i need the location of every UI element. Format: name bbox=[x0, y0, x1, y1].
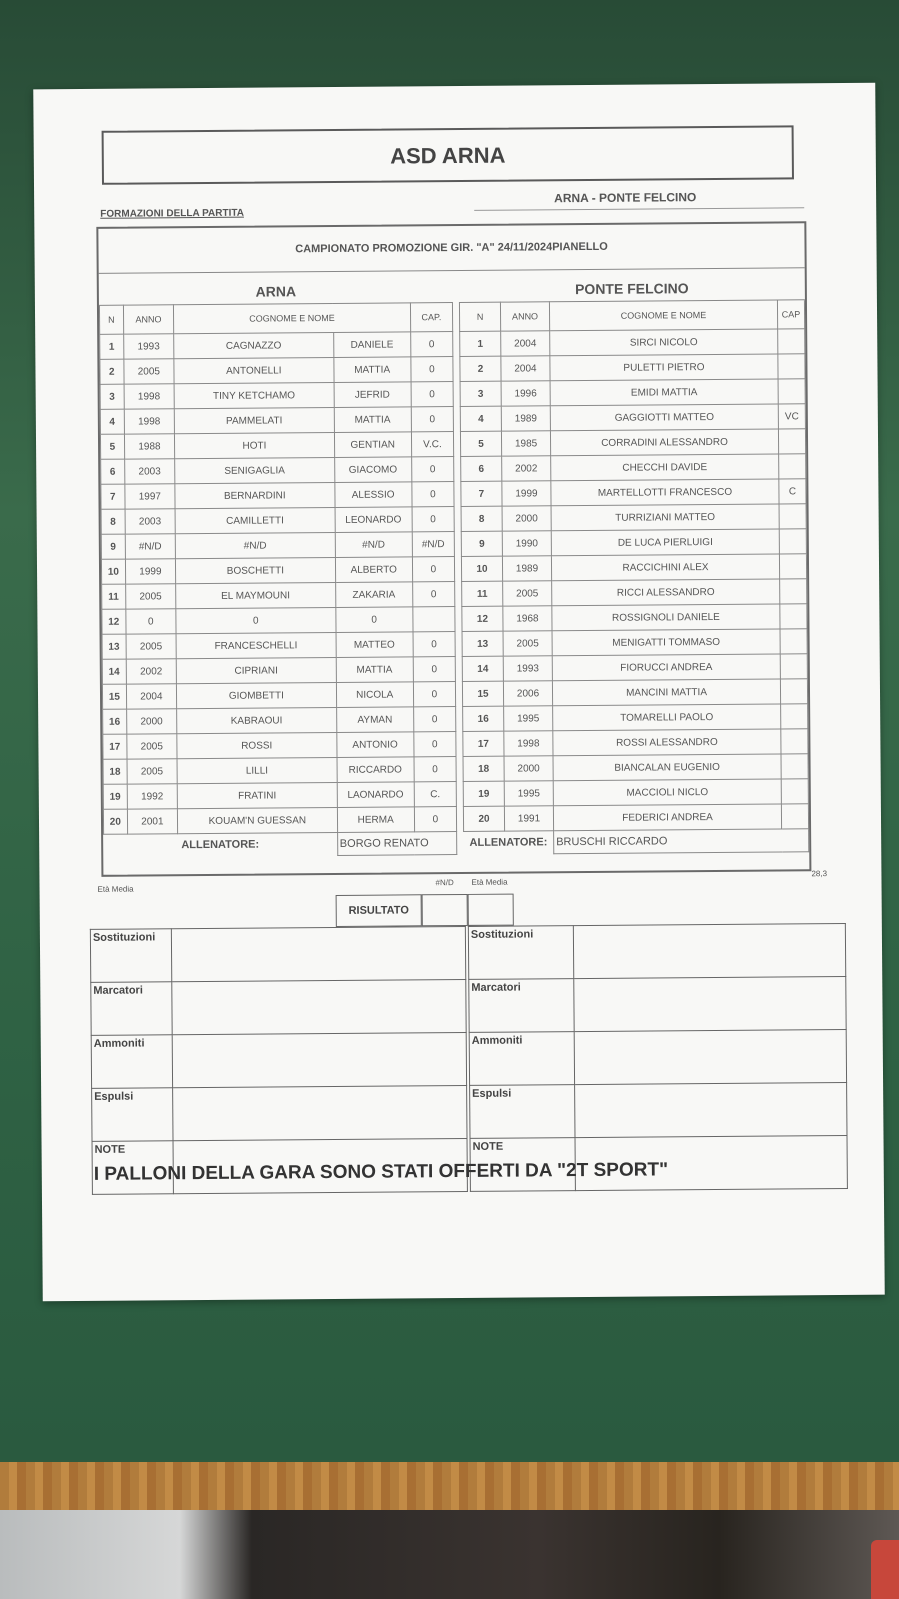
player-year: 1990 bbox=[502, 531, 551, 556]
away-player-row bbox=[461, 554, 806, 582]
player-number: 3 bbox=[460, 381, 501, 406]
home-scorers-label: Marcatori bbox=[91, 982, 172, 1036]
player-captain: 0 bbox=[413, 707, 455, 732]
player-captain: 0 bbox=[413, 632, 455, 657]
player-number: 12 bbox=[462, 606, 503, 631]
player-firstname: ALBERTO bbox=[335, 557, 412, 583]
away-player-row bbox=[461, 504, 806, 532]
wooden-table-edge bbox=[0, 1462, 899, 1510]
player-captain: 0 bbox=[410, 332, 452, 357]
player-name: EMIDI MATTIA bbox=[550, 379, 778, 406]
player-firstname: RICCARDO bbox=[337, 757, 414, 783]
player-number: 20 bbox=[103, 809, 127, 834]
home-coach-name: BORGO RENATO bbox=[337, 832, 457, 856]
player-firstname: MATTIA bbox=[336, 657, 413, 683]
player-captain bbox=[778, 354, 805, 379]
player-number: 11 bbox=[102, 584, 126, 609]
player-captain: #N/D bbox=[412, 532, 454, 557]
home-avg-value: #N/D bbox=[435, 878, 454, 888]
player-surname: CIPRIANI bbox=[176, 657, 336, 683]
away-player-row bbox=[462, 579, 807, 607]
player-name: CHECCHI DAVIDE bbox=[551, 454, 779, 481]
club-title: ASD ARNA bbox=[102, 125, 794, 184]
home-player-row bbox=[102, 657, 455, 685]
player-number: 4 bbox=[460, 406, 501, 431]
home-team-table bbox=[99, 278, 458, 858]
player-firstname: GENTIAN bbox=[334, 432, 411, 458]
player-captain bbox=[780, 604, 807, 629]
player-captain: 0 bbox=[412, 482, 454, 507]
away-coach-label: ALLENATORE: bbox=[469, 836, 548, 850]
player-year: 2003 bbox=[125, 509, 176, 534]
player-name: CORRADINI ALESSANDRO bbox=[550, 429, 778, 456]
away-player-row bbox=[463, 804, 808, 832]
player-surname: BERNARDINI bbox=[175, 482, 335, 508]
player-number: 20 bbox=[463, 806, 504, 831]
home-events-table bbox=[90, 926, 468, 1195]
player-year: 1991 bbox=[504, 806, 553, 831]
player-number: 6 bbox=[101, 459, 125, 484]
away-player-row bbox=[461, 479, 806, 507]
col-n: N bbox=[99, 305, 123, 334]
col-cap: CAP. bbox=[410, 303, 452, 332]
player-surname: CAMILLETTI bbox=[175, 507, 335, 533]
away-player-row bbox=[462, 604, 807, 632]
player-number: 8 bbox=[461, 506, 502, 531]
result-home-box bbox=[422, 894, 468, 926]
player-year: 2000 bbox=[502, 506, 551, 531]
home-coach-label: ALLENATORE: bbox=[181, 838, 260, 852]
player-firstname: LAONARDO bbox=[337, 782, 414, 808]
col-anno: ANNO bbox=[123, 305, 174, 334]
player-surname: ANTONELLI bbox=[174, 357, 334, 383]
col-nome: COGNOME E NOME bbox=[174, 303, 411, 334]
player-captain bbox=[780, 629, 807, 654]
player-number: 17 bbox=[463, 731, 504, 756]
player-number: 1 bbox=[100, 334, 124, 359]
player-captain: 0 bbox=[413, 657, 455, 682]
player-captain: 0 bbox=[414, 757, 456, 782]
player-number: 18 bbox=[463, 756, 504, 781]
player-number: 10 bbox=[461, 556, 502, 581]
player-name: RICCI ALESSANDRO bbox=[552, 579, 780, 606]
player-number: 5 bbox=[100, 434, 124, 459]
player-name: FEDERICI ANDREA bbox=[553, 804, 781, 831]
player-name: MENIGATTI TOMMASO bbox=[552, 629, 780, 656]
home-player-row bbox=[102, 582, 455, 610]
player-captain: VC bbox=[778, 404, 805, 429]
player-year: 2001 bbox=[127, 809, 178, 834]
player-number: 16 bbox=[103, 709, 127, 734]
player-year: 2005 bbox=[124, 359, 175, 384]
player-number: 3 bbox=[100, 384, 124, 409]
away-player-row bbox=[460, 329, 805, 357]
match-underline bbox=[474, 207, 804, 211]
player-number: 6 bbox=[461, 456, 502, 481]
home-player-row bbox=[101, 482, 454, 510]
player-name: RACCICHINI ALEX bbox=[551, 554, 779, 581]
home-player-row bbox=[101, 557, 454, 585]
away-subs-label: Sostituzioni bbox=[468, 926, 573, 980]
player-year: 1999 bbox=[502, 481, 551, 506]
away-player-row bbox=[463, 754, 808, 782]
player-surname: KABRAOUI bbox=[177, 707, 337, 733]
player-number: 2 bbox=[100, 359, 124, 384]
away-booked-cell bbox=[574, 1029, 846, 1084]
player-firstname: MATTEO bbox=[336, 632, 413, 658]
player-captain: 0 bbox=[411, 382, 453, 407]
player-surname: EL MAYMOUNI bbox=[176, 582, 336, 608]
home-player-row bbox=[103, 707, 456, 735]
away-player-row bbox=[460, 404, 805, 432]
player-captain: 0 bbox=[412, 582, 454, 607]
match-label: ARNA - PONTE FELCINO bbox=[554, 190, 697, 206]
player-number: 9 bbox=[101, 534, 125, 559]
player-number: 13 bbox=[102, 634, 126, 659]
player-year: 2000 bbox=[126, 709, 177, 734]
player-number: 12 bbox=[102, 609, 126, 634]
away-coach-name: BRUSCHI RICCARDO bbox=[554, 829, 809, 854]
player-captain: C bbox=[779, 479, 806, 504]
col-cap: CAP bbox=[777, 300, 804, 329]
player-year: 0 bbox=[125, 609, 176, 634]
away-avg-label: Età Media bbox=[471, 877, 508, 887]
player-number: 15 bbox=[102, 684, 126, 709]
player-year: 1998 bbox=[124, 409, 175, 434]
player-captain: 0 bbox=[414, 732, 456, 757]
player-firstname: MATTIA bbox=[334, 407, 411, 433]
player-captain: C. bbox=[414, 782, 456, 807]
away-player-row bbox=[462, 654, 807, 682]
away-notes-label: NOTE bbox=[470, 1138, 575, 1192]
col-anno: ANNO bbox=[500, 302, 549, 331]
home-scorers-cell bbox=[172, 979, 466, 1034]
player-year: 2006 bbox=[503, 681, 552, 706]
col-n: N bbox=[459, 302, 500, 331]
player-firstname: #N/D bbox=[335, 532, 412, 558]
player-captain bbox=[413, 607, 455, 632]
player-name: BIANCALAN EUGENIO bbox=[553, 754, 781, 781]
lineup-grid bbox=[96, 221, 811, 877]
away-player-row bbox=[463, 729, 808, 757]
player-firstname: AYMAN bbox=[336, 707, 413, 733]
player-captain bbox=[781, 729, 808, 754]
result-label: RISULTATO bbox=[336, 894, 422, 927]
player-number: 7 bbox=[101, 484, 125, 509]
championship-label: CAMPIONATO PROMOZIONE GIR. "A" 24/11/2024PIANELLO bbox=[98, 223, 804, 274]
player-year: 2004 bbox=[126, 684, 177, 709]
player-year: 2003 bbox=[124, 459, 175, 484]
player-surname: PAMMELATI bbox=[174, 407, 334, 433]
home-player-row bbox=[103, 807, 456, 835]
home-player-row bbox=[100, 332, 453, 360]
player-captain: 0 bbox=[412, 507, 454, 532]
player-firstname: MATTIA bbox=[333, 357, 410, 383]
home-player-row bbox=[100, 432, 453, 460]
player-number: 2 bbox=[460, 356, 501, 381]
col-nome: COGNOME E NOME bbox=[549, 300, 777, 331]
player-year: 1996 bbox=[501, 381, 550, 406]
player-captain bbox=[779, 504, 806, 529]
away-avg-value: 28,3 bbox=[811, 869, 828, 879]
player-year: 2000 bbox=[504, 756, 553, 781]
player-captain: 0 bbox=[412, 557, 454, 582]
home-sentoff-cell bbox=[173, 1085, 467, 1140]
player-number: 5 bbox=[460, 431, 501, 456]
away-sentoff-cell bbox=[575, 1082, 847, 1137]
player-firstname: ALESSIO bbox=[334, 482, 411, 508]
player-number: 8 bbox=[101, 509, 125, 534]
player-firstname: ANTONIO bbox=[336, 732, 413, 758]
player-surname: SENIGAGLIA bbox=[175, 457, 335, 483]
player-captain: 0 bbox=[411, 357, 453, 382]
player-captain bbox=[781, 804, 808, 829]
home-player-row bbox=[103, 732, 456, 760]
away-team-name: PONTE FELCINO bbox=[459, 275, 804, 302]
player-number: 16 bbox=[463, 706, 504, 731]
player-number: 1 bbox=[460, 331, 501, 356]
result-away-box bbox=[468, 894, 514, 926]
player-year: 1989 bbox=[501, 406, 550, 431]
player-number: 7 bbox=[461, 481, 502, 506]
player-year: 2004 bbox=[501, 356, 550, 381]
red-object-corner bbox=[871, 1540, 899, 1599]
player-year: 1995 bbox=[504, 781, 553, 806]
player-captain bbox=[778, 379, 805, 404]
away-player-row bbox=[462, 679, 807, 707]
player-year: 2005 bbox=[503, 581, 552, 606]
home-avg-label: Età Media bbox=[97, 884, 134, 894]
player-captain bbox=[780, 679, 807, 704]
player-year: 1998 bbox=[124, 384, 175, 409]
player-surname: BOSCHETTI bbox=[176, 557, 336, 583]
player-name: DE LUCA PIERLUIGI bbox=[551, 529, 779, 556]
away-booked-label: Ammoniti bbox=[469, 1032, 574, 1086]
player-year: 1993 bbox=[123, 334, 174, 359]
player-surname: FRANCESCHELLI bbox=[176, 632, 336, 658]
away-player-row bbox=[462, 629, 807, 657]
home-booked-label: Ammoniti bbox=[91, 1035, 172, 1089]
player-firstname: LEONARDO bbox=[335, 507, 412, 533]
player-captain bbox=[779, 554, 806, 579]
player-year: 1995 bbox=[504, 706, 553, 731]
player-year: 1992 bbox=[127, 784, 178, 809]
away-player-row bbox=[461, 529, 806, 557]
player-surname: LILLI bbox=[177, 757, 337, 783]
player-year: 2005 bbox=[125, 584, 176, 609]
player-firstname: HERMA bbox=[337, 807, 414, 833]
player-year: 1968 bbox=[503, 606, 552, 631]
away-player-row bbox=[460, 379, 805, 407]
home-subs-cell bbox=[171, 926, 465, 981]
home-player-row bbox=[100, 407, 453, 435]
player-name: SIRCI NICOLO bbox=[550, 329, 778, 356]
player-year: 2002 bbox=[502, 456, 551, 481]
home-player-row bbox=[103, 782, 456, 810]
player-number: 4 bbox=[100, 409, 124, 434]
player-captain: 0 bbox=[411, 407, 453, 432]
player-captain: 0 bbox=[413, 682, 455, 707]
away-sentoff-label: Espulsi bbox=[470, 1085, 575, 1139]
player-name: TURRIZIANI MATTEO bbox=[551, 504, 779, 531]
away-player-row bbox=[463, 779, 808, 807]
player-firstname: GIACOMO bbox=[334, 457, 411, 483]
away-events-table bbox=[468, 923, 848, 1192]
player-captain: V.C. bbox=[411, 432, 453, 457]
player-captain bbox=[778, 429, 805, 454]
player-number: 9 bbox=[461, 531, 502, 556]
player-captain bbox=[781, 779, 808, 804]
player-captain bbox=[778, 329, 805, 354]
player-surname: CAGNAZZO bbox=[174, 332, 334, 358]
player-year: 2005 bbox=[503, 631, 552, 656]
player-number: 14 bbox=[102, 659, 126, 684]
player-year: 1988 bbox=[124, 434, 175, 459]
player-year: 2004 bbox=[501, 331, 550, 356]
player-name: ROSSIGNOLI DANIELE bbox=[552, 604, 780, 631]
home-player-row bbox=[103, 757, 456, 785]
player-year: 2002 bbox=[126, 659, 177, 684]
player-surname: 0 bbox=[176, 607, 336, 633]
away-team-table bbox=[459, 275, 810, 855]
player-firstname: JEFRID bbox=[334, 382, 411, 408]
player-name: PULETTI PIETRO bbox=[550, 354, 778, 381]
player-number: 19 bbox=[103, 784, 127, 809]
player-number: 11 bbox=[462, 581, 503, 606]
player-year: 1998 bbox=[504, 731, 553, 756]
player-name: TOMARELLI PAOLO bbox=[553, 704, 781, 731]
player-year: 1999 bbox=[125, 559, 176, 584]
home-player-row bbox=[100, 382, 453, 410]
player-captain bbox=[781, 704, 808, 729]
home-player-row bbox=[102, 682, 455, 710]
player-number: 10 bbox=[101, 559, 125, 584]
player-surname: GIOMBETTI bbox=[177, 682, 337, 708]
player-year: #N/D bbox=[125, 534, 176, 559]
player-firstname: DANIELE bbox=[333, 332, 410, 358]
player-firstname: ZAKARIA bbox=[335, 582, 412, 608]
player-year: 1993 bbox=[503, 656, 552, 681]
player-surname: #N/D bbox=[175, 532, 335, 558]
form-label: FORMAZIONI DELLA PARTITA bbox=[100, 207, 244, 220]
home-player-row bbox=[102, 632, 455, 660]
home-sentoff-label: Espulsi bbox=[92, 1088, 173, 1142]
player-number: 14 bbox=[462, 656, 503, 681]
player-name: ROSSI ALESSANDRO bbox=[553, 729, 781, 756]
away-player-row bbox=[461, 454, 806, 482]
away-scorers-label: Marcatori bbox=[469, 979, 574, 1033]
home-team-name: ARNA bbox=[99, 278, 452, 305]
player-captain: 0 bbox=[411, 457, 453, 482]
away-player-row bbox=[463, 704, 808, 732]
player-number: 19 bbox=[463, 781, 504, 806]
player-name: MANCINI MATTIA bbox=[552, 679, 780, 706]
home-notes-label: NOTE bbox=[92, 1141, 173, 1195]
player-number: 13 bbox=[462, 631, 503, 656]
away-scorers-cell bbox=[574, 976, 846, 1031]
player-surname: TINY KETCHAMO bbox=[174, 382, 334, 408]
floor-background bbox=[0, 1510, 899, 1599]
player-firstname: 0 bbox=[335, 607, 412, 633]
player-number: 17 bbox=[103, 734, 127, 759]
player-number: 15 bbox=[462, 681, 503, 706]
player-captain bbox=[780, 654, 807, 679]
home-subs-label: Sostituzioni bbox=[90, 929, 171, 983]
player-captain: 0 bbox=[414, 807, 456, 832]
home-player-row bbox=[101, 507, 454, 535]
player-year: 2005 bbox=[127, 759, 178, 784]
player-year: 1989 bbox=[502, 556, 551, 581]
away-players bbox=[460, 329, 809, 832]
player-surname: HOTI bbox=[175, 432, 335, 458]
home-player-row bbox=[102, 607, 455, 635]
player-year: 2005 bbox=[126, 734, 177, 759]
player-name: FIORUCCI ANDREA bbox=[552, 654, 780, 681]
player-captain bbox=[781, 754, 808, 779]
player-surname: KOUAM'N GUESSAN bbox=[177, 807, 337, 833]
away-player-row bbox=[460, 354, 805, 382]
home-player-row bbox=[101, 457, 454, 485]
lineup-sheet bbox=[33, 83, 884, 1302]
away-player-row bbox=[460, 429, 805, 457]
player-name: MACCIOLI NICLO bbox=[553, 779, 781, 806]
player-captain bbox=[779, 529, 806, 554]
player-captain bbox=[780, 579, 807, 604]
player-name: GAGGIOTTI MATTEO bbox=[550, 404, 778, 431]
player-name: MARTELLOTTI FRANCESCO bbox=[551, 479, 779, 506]
player-captain bbox=[779, 454, 806, 479]
player-year: 1997 bbox=[125, 484, 176, 509]
player-year: 1985 bbox=[501, 431, 550, 456]
player-firstname: NICOLA bbox=[336, 682, 413, 708]
player-surname: FRATINI bbox=[177, 782, 337, 808]
home-players bbox=[100, 332, 457, 835]
home-player-row bbox=[100, 357, 453, 385]
player-number: 18 bbox=[103, 759, 127, 784]
home-player-row bbox=[101, 532, 454, 560]
player-surname: ROSSI bbox=[177, 732, 337, 758]
footer-sponsor: I PALLONI DELLA GARA SONO STATI OFFERTI DA "2T SPORT" bbox=[93, 1159, 669, 1185]
away-subs-cell bbox=[573, 923, 845, 978]
player-year: 2005 bbox=[126, 634, 177, 659]
home-booked-cell bbox=[172, 1032, 466, 1087]
